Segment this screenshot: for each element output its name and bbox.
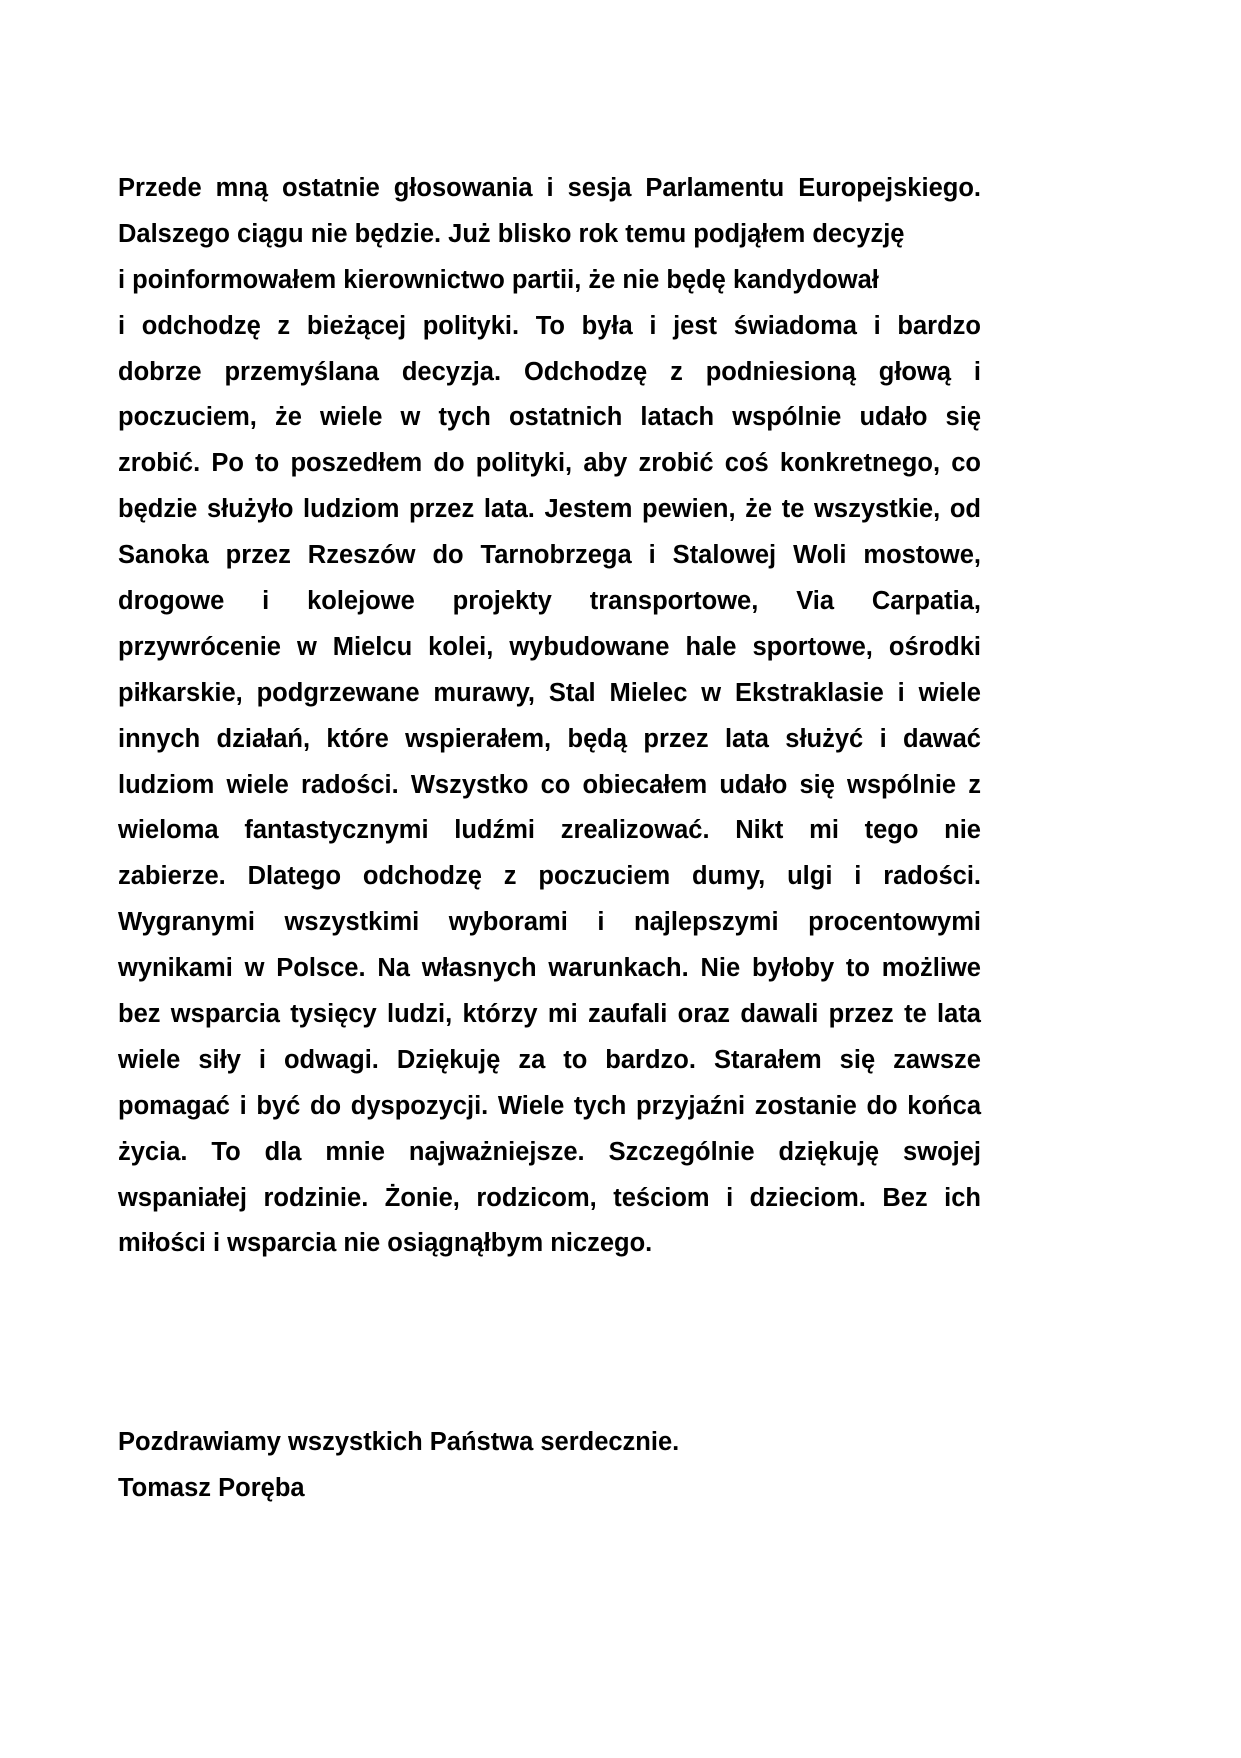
body-line: wieloma fantastycznymi ludźmi zrealizować. Nikt mi tego nie [118, 816, 981, 845]
body-line: zabierze. Dlatego odchodzę z poczuciem dumy, ulgi i radości. [118, 862, 981, 891]
body-line: dobrze przemyślana decyzja. Odchodzę z podniesioną głową i [118, 357, 981, 386]
body-line: będzie służyło ludziom przez lata. Jestem pewien, że te wszystkie, od [118, 495, 981, 524]
body-line: piłkarskie, podgrzewane murawy, Stal Mielec w Ekstraklasie i wiele [118, 678, 981, 707]
body-line: bez wsparcia tysięcy ludzi, którzy mi zaufali oraz dawali przez te lata [118, 1000, 981, 1029]
body-line: pomagać i być do dyspozycji. Wiele tych przyjaźni zostanie do końca [118, 1091, 981, 1120]
signature: Tomasz Poręba [118, 1473, 305, 1502]
body-line: innych działań, które wspierałem, będą przez lata służyć i dawać [118, 724, 981, 753]
body-line: życia. To dla mnie najważniejsze. Szczególnie dziękuję swojej [118, 1137, 981, 1166]
body-line: drogowe i kolejowe projekty transportowe, Via Carpatia, [118, 587, 981, 616]
greeting-line: Pozdrawiamy wszystkich Państwa serdecznie. [118, 1428, 680, 1456]
body-line: i poinformowałem kierownictwo partii, że nie będę kandydował [118, 265, 879, 294]
body-line: Dalszego ciągu nie będzie. Już blisko rok temu podjąłem decyzję [118, 219, 905, 248]
body-line: wspaniałej rodzinie. Żonie, rodzicom, teściom i dzieciom. Bez ich [118, 1183, 981, 1212]
body-line: Sanoka przez Rzeszów do Tarnobrzega i Stalowej Woli mostowe, [118, 541, 981, 570]
letter-body [118, 166, 981, 1267]
body-line: ludziom wiele radości. Wszystko co obiecałem udało się wspólnie z [118, 770, 981, 799]
body-line: wynikami w Polsce. Na własnych warunkach. Nie byłoby to możliwe [118, 954, 981, 983]
body-line: zrobić. Po to poszedłem do polityki, aby zrobić coś konkretnego, co [118, 449, 981, 478]
body-line: przywrócenie w Mielcu kolei, wybudowane hale sportowe, ośrodki [118, 632, 981, 661]
body-line: Przede mną ostatnie głosowania i sesja Parlamentu Europejskiego. [118, 174, 981, 202]
body-line: Wygranymi wszystkimi wyborami i najlepszymi procentowymi [118, 908, 981, 937]
body-line: wiele siły i odwagi. Dziękuję za to bardzo. Starałem się zawsze [118, 1045, 981, 1074]
letter-closing [118, 1419, 981, 1511]
body-line: poczuciem, że wiele w tych ostatnich latach wspólnie udało się [118, 403, 981, 432]
body-line: i odchodzę z bieżącej polityki. To była i jest świadoma i bardzo [118, 311, 981, 340]
body-line: miłości i wsparcia nie osiągnąłbym niczego. [118, 1229, 653, 1258]
